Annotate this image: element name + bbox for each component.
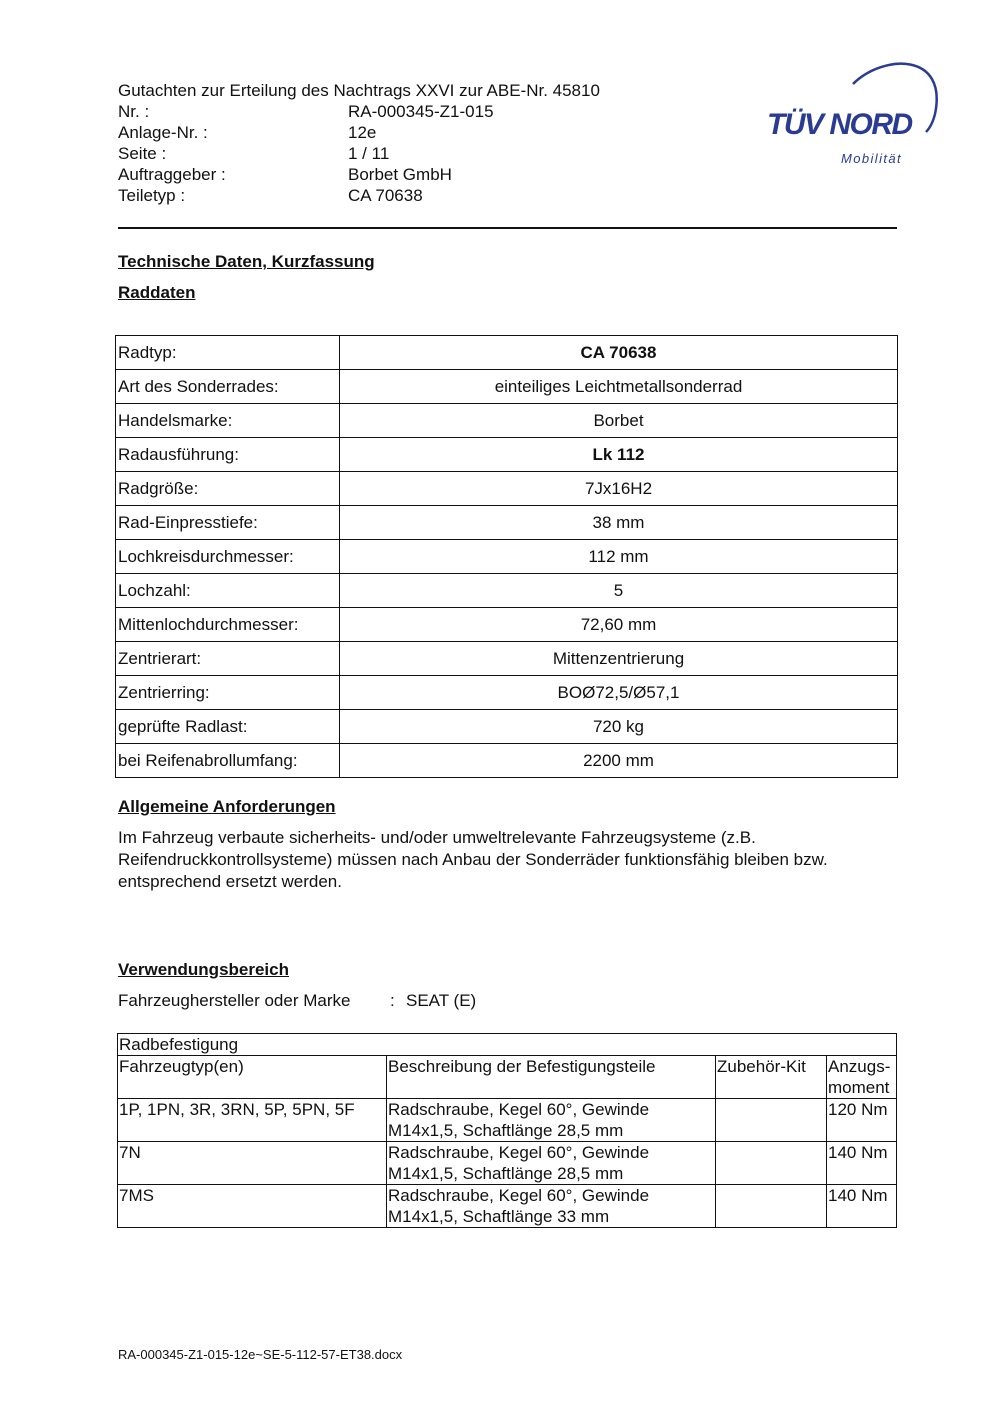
section-heading-tech: Technische Daten, Kurzfassung (118, 252, 375, 271)
section-heading-verwendung: Verwendungsbereich (118, 960, 289, 979)
table-row (116, 676, 898, 710)
table-row (116, 642, 898, 676)
spec-value: BOØ72,5/Ø57,1 (340, 676, 898, 710)
table-row (118, 1185, 897, 1228)
header-value: Borbet GmbH (348, 165, 452, 184)
torque-cell: 140 Nm (827, 1142, 897, 1185)
table-row (116, 710, 898, 744)
header-label: Nr. : (118, 102, 150, 121)
spec-value: 2200 mm (340, 744, 898, 778)
header-row-seite (118, 143, 678, 164)
manufacturer-value: SEAT (E) (406, 991, 477, 1010)
header-value: 1 / 11 (348, 144, 390, 163)
header-label: Auftraggeber : (118, 165, 226, 184)
table-row (116, 540, 898, 574)
logo-subtitle: Mobilität (841, 151, 903, 166)
header-value: RA-000345-Z1-015 (348, 102, 494, 121)
header-label: Teiletyp : (118, 186, 186, 205)
spec-label: Handelsmarke: (116, 404, 340, 438)
spec-value: 38 mm (340, 506, 898, 540)
fastening-description-cell (387, 1142, 716, 1185)
description-line: Radschraube, Kegel 60°, Gewinde (388, 1100, 650, 1119)
vehicle-types-cell: 7MS (118, 1185, 387, 1228)
header-value: CA 70638 (348, 186, 423, 205)
column-header: Zubehör-Kit (716, 1056, 827, 1099)
header-row-anlage (118, 122, 678, 143)
spec-label: Mittenlochdurchmesser: (116, 608, 340, 642)
spec-label: bei Reifenabrollumfang: (116, 744, 340, 778)
spec-value: 7Jx16H2 (340, 472, 898, 506)
header-row-nr (118, 101, 678, 122)
vehicle-types-cell: 7N (118, 1142, 387, 1185)
column-header-line: Anzugs- (828, 1057, 891, 1076)
table-row (116, 336, 898, 370)
manufacturer-line (118, 991, 476, 1011)
header-row-teiletyp (118, 185, 678, 206)
table-row (116, 744, 898, 778)
fastening-description-cell (387, 1099, 716, 1142)
spec-label: Radtyp: (116, 336, 340, 370)
table-row (116, 574, 898, 608)
document-header (118, 80, 678, 206)
spec-label: Art des Sonderrades: (116, 370, 340, 404)
description-line: M14x1,5, Schaftlänge 28,5 mm (388, 1121, 624, 1140)
spec-label: Zentrierart: (116, 642, 340, 676)
accessory-kit-cell (716, 1185, 827, 1228)
description-line: Radschraube, Kegel 60°, Gewinde (388, 1186, 650, 1205)
manufacturer-label: Fahrzeughersteller oder Marke (118, 991, 351, 1010)
table-caption-row (118, 1034, 897, 1056)
description-line: Radschraube, Kegel 60°, Gewinde (388, 1143, 650, 1162)
table-caption: Radbefestigung (118, 1034, 897, 1056)
spec-label: Radgröße: (116, 472, 340, 506)
spec-label: Radausführung: (116, 438, 340, 472)
column-header: Fahrzeugtyp(en) (118, 1056, 387, 1099)
spec-value: 72,60 mm (340, 608, 898, 642)
spec-label: geprüfte Radlast: (116, 710, 340, 744)
vehicle-types-cell: 1P, 1PN, 3R, 3RN, 5P, 5PN, 5F (118, 1099, 387, 1142)
column-header-torque (827, 1056, 897, 1099)
table-row (118, 1142, 897, 1185)
header-divider (118, 227, 897, 229)
torque-cell: 140 Nm (827, 1185, 897, 1228)
logo-brand: TÜV NORD (767, 108, 912, 141)
spec-value: 5 (340, 574, 898, 608)
header-row-auftraggeber (118, 164, 678, 185)
spec-value: CA 70638 (340, 336, 898, 370)
table-row (116, 370, 898, 404)
table-header-row (118, 1056, 897, 1099)
description-line: M14x1,5, Schaftlänge 33 mm (388, 1207, 610, 1226)
spec-label: Lochkreisdurchmesser: (116, 540, 340, 574)
spec-label: Zentrierring: (116, 676, 340, 710)
requirements-paragraph: Im Fahrzeug verbaute sicherheits- und/oder umweltrelevante Fahrzeugsysteme (z.B. Reifendruckkontrollsysteme) müssen nach Anbau der Sonderräder funktionsfähig bleiben bzw. entsprechend ersetzt werden. (118, 828, 828, 891)
footer-filename: RA-000345-Z1-015-12e~SE-5-112-57-ET38.docx (118, 1347, 403, 1362)
spec-value: Borbet (340, 404, 898, 438)
spec-label: Lochzahl: (116, 574, 340, 608)
table-row (116, 438, 898, 472)
manufacturer-colon: : (390, 991, 395, 1010)
spec-value: Mittenzentrierung (340, 642, 898, 676)
table-row (116, 506, 898, 540)
spec-value: 720 kg (340, 710, 898, 744)
table-row (116, 472, 898, 506)
table-row (116, 404, 898, 438)
torque-cell: 120 Nm (827, 1099, 897, 1142)
fastening-description-cell (387, 1185, 716, 1228)
description-line: M14x1,5, Schaftlänge 28,5 mm (388, 1164, 624, 1183)
header-label: Seite : (118, 144, 167, 163)
section-heading-allgemein: Allgemeine Anforderungen (118, 797, 336, 816)
wheel-data-table (115, 335, 898, 778)
wheel-fastening-table (117, 1033, 897, 1228)
column-header-line: moment (828, 1078, 890, 1097)
table-row (116, 608, 898, 642)
spec-label: Rad-Einpresstiefe: (116, 506, 340, 540)
header-label: Anlage-Nr. : (118, 123, 208, 142)
accessory-kit-cell (716, 1142, 827, 1185)
spec-value: einteiliges Leichtmetallsonderrad (340, 370, 898, 404)
tuv-nord-logo (763, 56, 943, 171)
column-header: Beschreibung der Befestigungsteile (387, 1056, 716, 1099)
spec-value: Lk 112 (340, 438, 898, 472)
table-row (118, 1099, 897, 1142)
accessory-kit-cell (716, 1099, 827, 1142)
header-value: 12e (348, 123, 377, 142)
section-heading-raddaten: Raddaten (118, 283, 196, 302)
report-title: Gutachten zur Erteilung des Nachtrags XXVI zur ABE-Nr. 45810 (118, 81, 600, 100)
spec-value: 112 mm (340, 540, 898, 574)
